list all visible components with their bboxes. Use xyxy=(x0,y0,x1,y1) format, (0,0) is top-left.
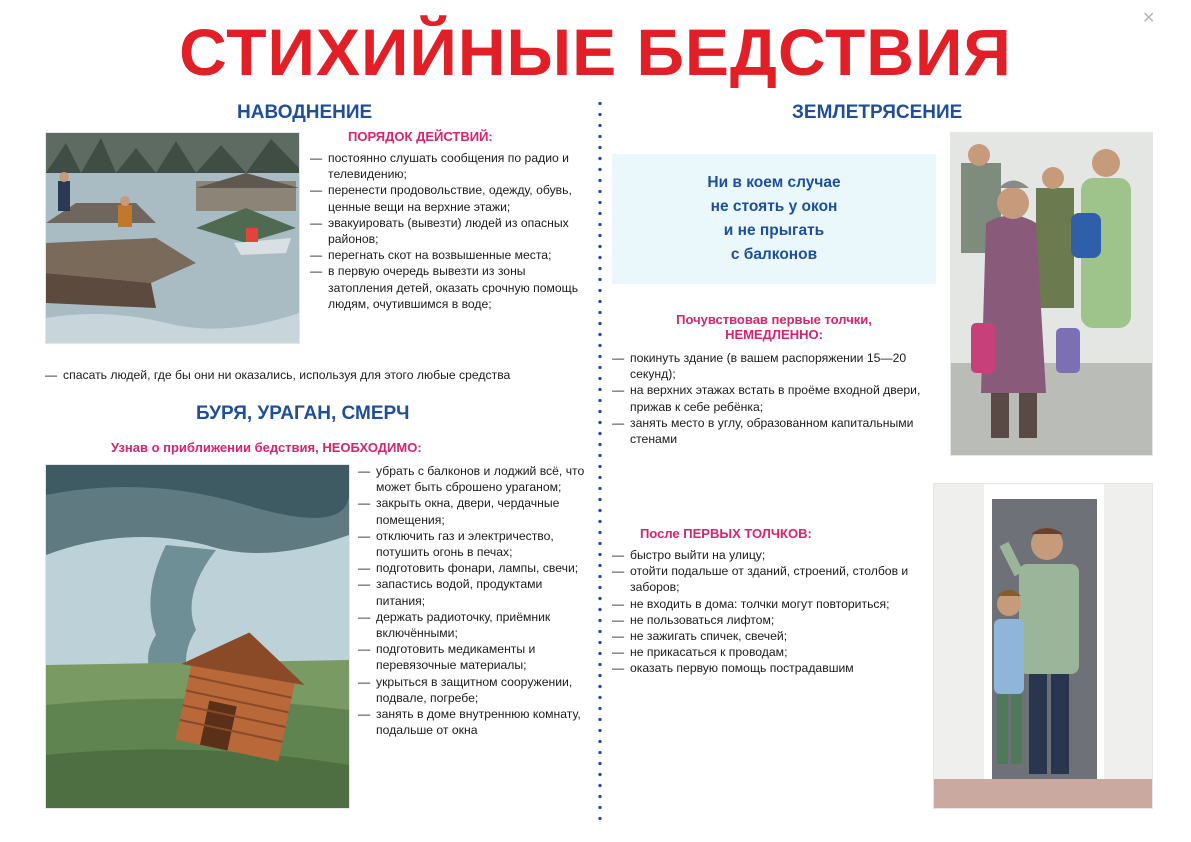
after-tremor-list xyxy=(612,547,912,677)
doorway-image xyxy=(934,484,1152,808)
column-divider xyxy=(598,98,602,820)
list-item: — не пользоваться лифтом; xyxy=(612,612,912,628)
list-item: — убрать с балконов и лоджий всё, что может быть сброшено ураганом; xyxy=(358,463,590,495)
list-item: — перенести продовольствие, одежду, обувь, ценные вещи на верхние этажи; xyxy=(310,182,590,214)
flood-actions-list xyxy=(310,150,590,312)
list-item: — оказать первую помощь пострадавшим xyxy=(612,660,912,676)
list-item: — спасать людей, где бы они ни оказались, используя для этого любые средства xyxy=(45,367,580,383)
list-item: — не зажигать спичек, свечей; xyxy=(612,628,912,644)
warning-line: и не прыгать xyxy=(723,222,825,239)
tornado-scene-image xyxy=(46,465,349,808)
evacuees-illustration xyxy=(950,132,1153,456)
list-item: — в первую очередь вывезти из зоны затопления детей, оказать срочную помощь людям, очутившимся в воде; xyxy=(310,263,590,312)
first-tremor-list xyxy=(612,350,942,447)
flood-heading: НАВОДНЕНИЕ xyxy=(237,102,373,123)
doorway-illustration xyxy=(933,483,1153,809)
first-tremor-subheading-line: НЕМЕДЛЕННО: xyxy=(725,327,823,342)
list-item: — на верхних этажах встать в проёме входной двери, прижав к себе ребёнка; xyxy=(612,382,942,414)
earthquake-heading: ЗЕМЛЕТРЯСЕНИЕ xyxy=(792,102,963,123)
first-tremor-subheading xyxy=(612,312,936,342)
list-item: — держать радиоточку, приёмник включёнными; xyxy=(358,609,590,641)
list-item: — отойти подальше от зданий, строений, столбов и заборов; xyxy=(612,563,912,595)
poster-title: СТИХИЙНЫЕ БЕДСТВИЯ xyxy=(179,15,1012,89)
first-tremor-subheading-line: Почувствовав первые толчки, xyxy=(676,312,872,327)
storm-illustration xyxy=(45,464,350,809)
flood-actions-list-wide xyxy=(45,367,580,383)
list-item: — не входить в дома: толчки могут повториться; xyxy=(612,596,912,612)
list-item: — быстро выйти на улицу; xyxy=(612,547,912,563)
after-tremor-subheading: После ПЕРВЫХ ТОЛЧКОВ: xyxy=(640,526,812,541)
storm-heading: БУРЯ, УРАГАН, СМЕРЧ xyxy=(196,403,410,424)
list-item: — запастись водой, продуктами питания; xyxy=(358,576,590,608)
list-item: — занять в доме внутреннюю комнату, подальше от окна xyxy=(358,706,590,738)
warning-line: с балконов xyxy=(730,246,818,263)
list-item: — отключить газ и электричество, потушить огонь в печах; xyxy=(358,528,590,560)
list-item: — не прикасаться к проводам; xyxy=(612,644,912,660)
flood-scene-image xyxy=(46,133,299,343)
flood-subheading: ПОРЯДОК ДЕЙСТВИЙ: xyxy=(348,129,493,144)
list-item: — покинуть здание (в вашем распоряжении 15—20 секунд); xyxy=(612,350,942,382)
warning-line: не стоять у окон xyxy=(710,198,838,215)
list-item: — закрыть окна, двери, чердачные помещения; xyxy=(358,495,590,527)
list-item: — подготовить медикаменты и перевязочные материалы; xyxy=(358,641,590,673)
storm-actions-list xyxy=(358,463,590,738)
list-item: — укрыться в защитном сооружении, подвале, погребе; xyxy=(358,674,590,706)
list-item: — перегнать скот на возвышенные места; xyxy=(310,247,590,263)
warning-box xyxy=(612,154,936,284)
storm-subheading: Узнав о приближении бедствия, НЕОБХОДИМО: xyxy=(111,440,422,455)
evacuees-image xyxy=(951,133,1152,455)
list-item: — подготовить фонари, лампы, свечи; xyxy=(358,560,590,576)
corner-mark-icon: ✕ xyxy=(1142,10,1156,27)
warning-line: Ни в коем случае xyxy=(707,174,841,191)
flood-illustration xyxy=(45,132,300,344)
list-item: — постоянно слушать сообщения по радио и телевидению; xyxy=(310,150,590,182)
list-item: — эвакуировать (вывезти) людей из опасных районов; xyxy=(310,215,590,247)
list-item: — занять место в углу, образованном капитальными стенами xyxy=(612,415,942,447)
